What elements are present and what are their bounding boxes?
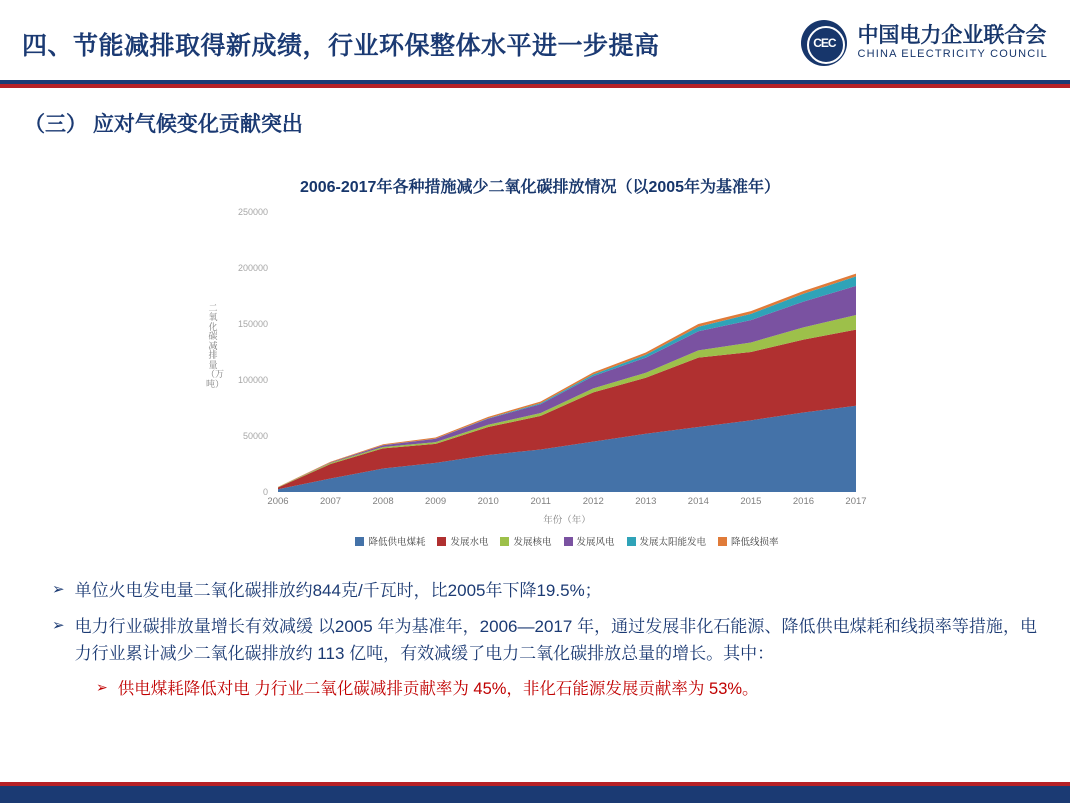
legend-swatch-icon xyxy=(564,537,573,546)
y-tick-label: 100000 xyxy=(237,375,268,385)
legend-label: 发展风电 xyxy=(576,537,615,548)
x-tick-label: 2017 xyxy=(845,496,867,507)
legend-item xyxy=(564,534,615,548)
x-tick-label: 2016 xyxy=(792,496,815,507)
legend-item xyxy=(500,534,551,548)
legend-label: 降低线损率 xyxy=(731,537,779,548)
chart-legend xyxy=(278,534,856,548)
plot-area xyxy=(278,212,856,492)
x-tick-label: 2009 xyxy=(425,496,447,507)
page-title: 四、节能减排取得新成绩，行业环保整体水平进一步提高 xyxy=(22,32,660,60)
chart-title: 2006-2017年各种措施减少二氧化碳排放情况（以2005年为基准年） xyxy=(299,179,781,196)
legend-label: 发展核电 xyxy=(513,537,552,548)
sub-list-item xyxy=(96,677,1037,703)
legend-item xyxy=(437,534,488,548)
cec-logo-icon xyxy=(801,20,847,66)
y-tick-label: 150000 xyxy=(237,319,268,329)
logo-text-chinese: 中国电力企业联合会 xyxy=(857,23,1047,47)
bullet-list xyxy=(52,578,1037,703)
legend-item xyxy=(718,534,779,548)
header-divider-red xyxy=(0,84,1070,88)
chart-plot-wrapper xyxy=(160,207,920,548)
legend-label: 发展水电 xyxy=(450,537,489,548)
y-axis-ticks xyxy=(218,207,268,497)
x-tick-label: 2013 xyxy=(635,496,657,507)
slide-header xyxy=(0,0,1070,88)
legend-label: 发展太阳能发电 xyxy=(639,537,707,548)
y-axis-title: 二氧化碳减排量（万吨） xyxy=(206,303,225,389)
legend-swatch-icon xyxy=(718,537,727,546)
legend-label: 降低供电煤耗 xyxy=(368,537,426,548)
stacked-area-chart xyxy=(278,212,856,492)
x-tick-label: 2012 xyxy=(582,496,604,507)
chart-container xyxy=(160,160,920,570)
y-tick-label: 50000 xyxy=(242,431,268,441)
y-tick-label: 0 xyxy=(262,487,268,497)
x-axis-title: 年份（年） xyxy=(543,515,591,526)
x-axis-ticks xyxy=(267,496,867,510)
organization-logo xyxy=(801,20,1048,66)
list-item xyxy=(52,578,1037,604)
x-tick-label: 2014 xyxy=(687,496,709,507)
sub-bullet-marker-icon: ➢ xyxy=(96,679,108,696)
legend-swatch-icon xyxy=(627,537,636,546)
bullet-text: 单位火电发电量二氧化碳排放约844克/千瓦时，比2005年下降19.5%； xyxy=(74,581,602,600)
x-tick-label: 2010 xyxy=(477,496,499,507)
sub-bullet-text: 供电煤耗降低对电 力行业二氧化碳减排贡献率为 45%，非化石能源发展贡献率为 53%。 xyxy=(117,680,759,699)
x-tick-label: 2006 xyxy=(267,496,289,507)
x-tick-label: 2008 xyxy=(372,496,394,507)
x-tick-label: 2007 xyxy=(319,496,342,507)
bullet-text: 电力行业碳排放量增长有效减缓 以2005 年为基准年，2006—2017 年，通过发展非化石能源、降低供电煤耗和线损率等措施，电力行业累计减少二氧化碳排放约 113 亿吨，有效减缓了电力二氧化碳排放总量的增长。其中： xyxy=(74,617,1037,663)
x-tick-label: 2011 xyxy=(530,496,551,507)
bullet-marker-icon: ➢ xyxy=(52,617,65,635)
y-tick-label: 250000 xyxy=(237,207,268,217)
bullet-marker-icon: ➢ xyxy=(52,581,65,598)
legend-swatch-icon xyxy=(355,537,364,546)
section-heading: （三） 应对气候变化贡献突出 xyxy=(24,113,303,136)
legend-item xyxy=(627,534,707,548)
legend-swatch-icon xyxy=(500,537,509,546)
legend-item xyxy=(355,534,425,548)
x-tick-label: 2015 xyxy=(740,496,762,507)
footer-bar xyxy=(0,786,1070,803)
y-tick-label: 200000 xyxy=(237,263,268,273)
logo-text-english: CHINA ELECTRICITY COUNCIL xyxy=(857,47,1048,60)
list-item xyxy=(52,614,1037,667)
legend-swatch-icon xyxy=(437,537,446,546)
